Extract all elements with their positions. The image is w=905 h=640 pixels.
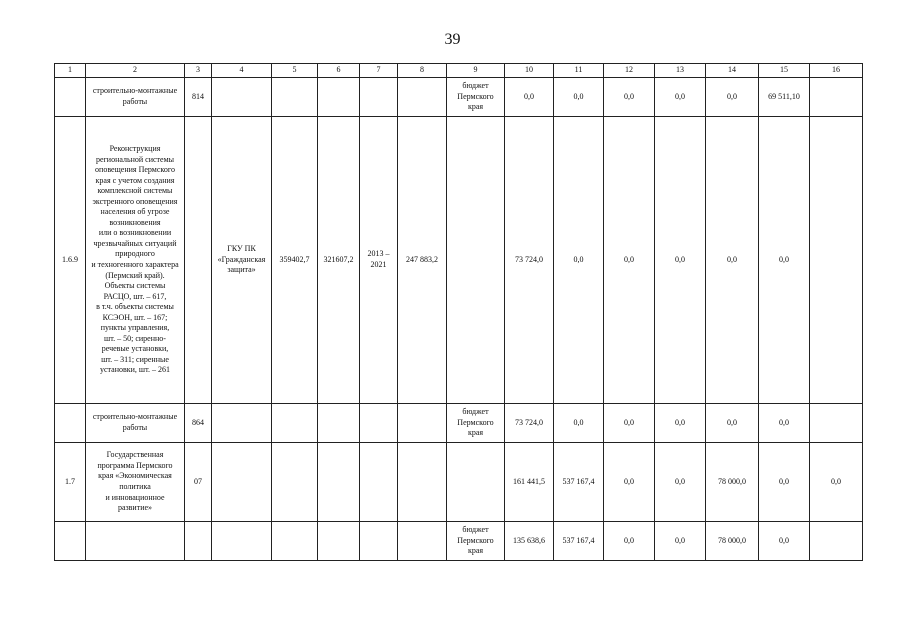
cell-text: 0,0 [573,254,584,264]
table-cell [360,78,398,117]
cell-text: 135 638,6 [513,535,545,545]
column-header: 6 [318,64,360,78]
cell-text: 321607,2 [323,254,354,264]
table-cell [86,443,185,522]
table-cell [86,78,185,117]
cell-text: Государственная программа Пермского края «Экономическая политика и инновационное развитие» [97,450,173,513]
table-cell [185,522,212,561]
cell-text: 0,0 [675,417,685,427]
table-cell [55,117,86,404]
table-cell [604,522,655,561]
table-cell [810,117,863,404]
table-cell [318,443,360,522]
table-cell [759,443,810,522]
cell-text: бюджет Пермского края [457,407,494,438]
table-cell [447,522,505,561]
table-row [55,522,863,561]
table-cell [554,117,604,404]
table-cell [554,404,604,443]
cell-text: бюджет Пермского края [457,525,494,556]
table-cell [655,78,706,117]
table-cell [272,404,318,443]
cell-text: 0,0 [624,417,634,427]
cell-text: 0,0 [779,417,789,427]
cell-text: 0,0 [727,91,737,101]
table-cell [759,78,810,117]
table-cell [212,522,272,561]
table-cell [706,443,759,522]
table-cell [554,78,604,117]
table-cell [655,443,706,522]
table-cell [272,78,318,117]
column-header: 7 [360,64,398,78]
cell-text: строительно-монтажные работы [92,412,178,432]
cell-text: 161 441,5 [513,476,545,486]
column-header: 2 [86,64,185,78]
table-cell [810,78,863,117]
column-header: 3 [185,64,212,78]
table-cell [318,78,360,117]
table-cell [318,117,360,404]
table-cell [505,78,554,117]
table-cell [272,117,318,404]
table-cell [604,78,655,117]
table-cell [212,443,272,522]
table-cell [706,78,759,117]
cell-text: 0,0 [573,417,584,427]
table-cell [810,404,863,443]
budget-table [54,63,863,561]
cell-text: 1.7 [65,476,75,486]
cell-text: 78 000,0 [718,476,746,486]
cell-text: 0,0 [727,254,737,264]
table-cell [185,404,212,443]
table-cell [398,522,447,561]
table-cell [447,117,505,404]
cell-text: 0,0 [779,535,789,545]
column-header: 15 [759,64,810,78]
cell-text: 0,0 [675,254,685,264]
table-cell [447,78,505,117]
table-cell [212,117,272,404]
table-cell [360,117,398,404]
table-cell [272,443,318,522]
table-cell [706,117,759,404]
table-cell [604,404,655,443]
column-header: 14 [706,64,759,78]
table-cell [318,404,360,443]
cell-text: 69 511,10 [768,91,800,101]
cell-text: 78 000,0 [718,535,746,545]
column-header: 12 [604,64,655,78]
table-cell [604,117,655,404]
table-cell [505,404,554,443]
table-cell [759,404,810,443]
table-cell [759,522,810,561]
cell-text: 0,0 [624,91,634,101]
table-cell [212,78,272,117]
cell-text: бюджет Пермского края [457,81,494,112]
table-cell [554,443,604,522]
column-header: 8 [398,64,447,78]
table-row [55,117,863,404]
table-cell [185,78,212,117]
table-cell [360,404,398,443]
cell-text: 2013 – 2021 [367,249,390,269]
column-header: 13 [655,64,706,78]
table-cell [447,443,505,522]
table-cell [86,117,185,404]
cell-text: 537 167,4 [562,476,595,486]
table-cell [55,404,86,443]
column-header: 1 [55,64,86,78]
table-cell [604,443,655,522]
table-cell [706,404,759,443]
table-cell [185,443,212,522]
table-cell [55,78,86,117]
column-header: 11 [554,64,604,78]
cell-text: ГКУ ПК «Гражданская защита» [217,244,266,275]
cell-text: 0,0 [675,476,685,486]
table-cell [398,443,447,522]
cell-text: 0,0 [675,535,685,545]
table-cell [398,404,447,443]
table-cell [318,522,360,561]
cell-text: 0,0 [831,476,841,486]
table-cell [505,522,554,561]
cell-text: Реконструкция региональной системы оповещения Пермского края с учетом создания комплексной системы экстренного оповещения населения об угрозе возникновения или о возникновении чрезвычайных ситуаций природного и техногенного характера (Пермский край). Объекты системы РАСЦО, шт. – 617, в т.ч. объекты системы КСЭОН, шт. – 167; пункты управления, шт. – 50; сиренно- речевые установки, шт. – 311; сиренные установки, шт. – 261 [91,143,179,375]
table-row [55,404,863,443]
cell-text: строительно-монтажные работы [92,86,178,106]
table-cell [86,522,185,561]
cell-text: 0,0 [779,476,789,486]
cell-text: 0,0 [524,91,534,101]
table-cell [360,522,398,561]
table-cell [706,522,759,561]
table-cell [86,404,185,443]
cell-text: 1.6.9 [62,254,78,264]
table-cell [185,117,212,404]
cell-text: 864 [192,417,204,427]
table-cell [55,443,86,522]
column-header: 10 [505,64,554,78]
table-cell [554,522,604,561]
cell-text: 814 [192,91,204,101]
cell-text: 73 724,0 [515,254,543,264]
table-row [55,78,863,117]
table-cell [272,522,318,561]
table-cell [398,78,447,117]
cell-text: 0,0 [675,91,685,101]
column-header: 5 [272,64,318,78]
cell-text: 247 883,2 [406,254,438,264]
table-cell [398,117,447,404]
cell-text: 537 167,4 [562,535,595,545]
column-header: 9 [447,64,505,78]
page-number: 39 [444,31,461,48]
table-body [55,64,863,561]
table-cell [360,443,398,522]
table-cell [759,117,810,404]
table-cell [655,117,706,404]
table-cell [55,522,86,561]
column-header: 4 [212,64,272,78]
cell-text: 73 724,0 [515,417,543,427]
table-row [55,443,863,522]
cell-text: 0,0 [779,254,789,264]
cell-text: 359402,7 [279,254,310,264]
cell-text: 07 [194,476,202,486]
cell-text: 0,0 [624,254,634,264]
header-row [55,64,863,78]
cell-text: 0,0 [727,417,737,427]
cell-text: 0,0 [624,476,634,486]
table-cell [212,404,272,443]
table-cell [810,522,863,561]
table-cell [655,404,706,443]
column-header: 16 [810,64,863,78]
table-cell [505,443,554,522]
table-cell [505,117,554,404]
table-cell [655,522,706,561]
cell-text: 0,0 [624,535,634,545]
cell-text: 0,0 [573,91,584,101]
table-cell [810,443,863,522]
table-cell [447,404,505,443]
